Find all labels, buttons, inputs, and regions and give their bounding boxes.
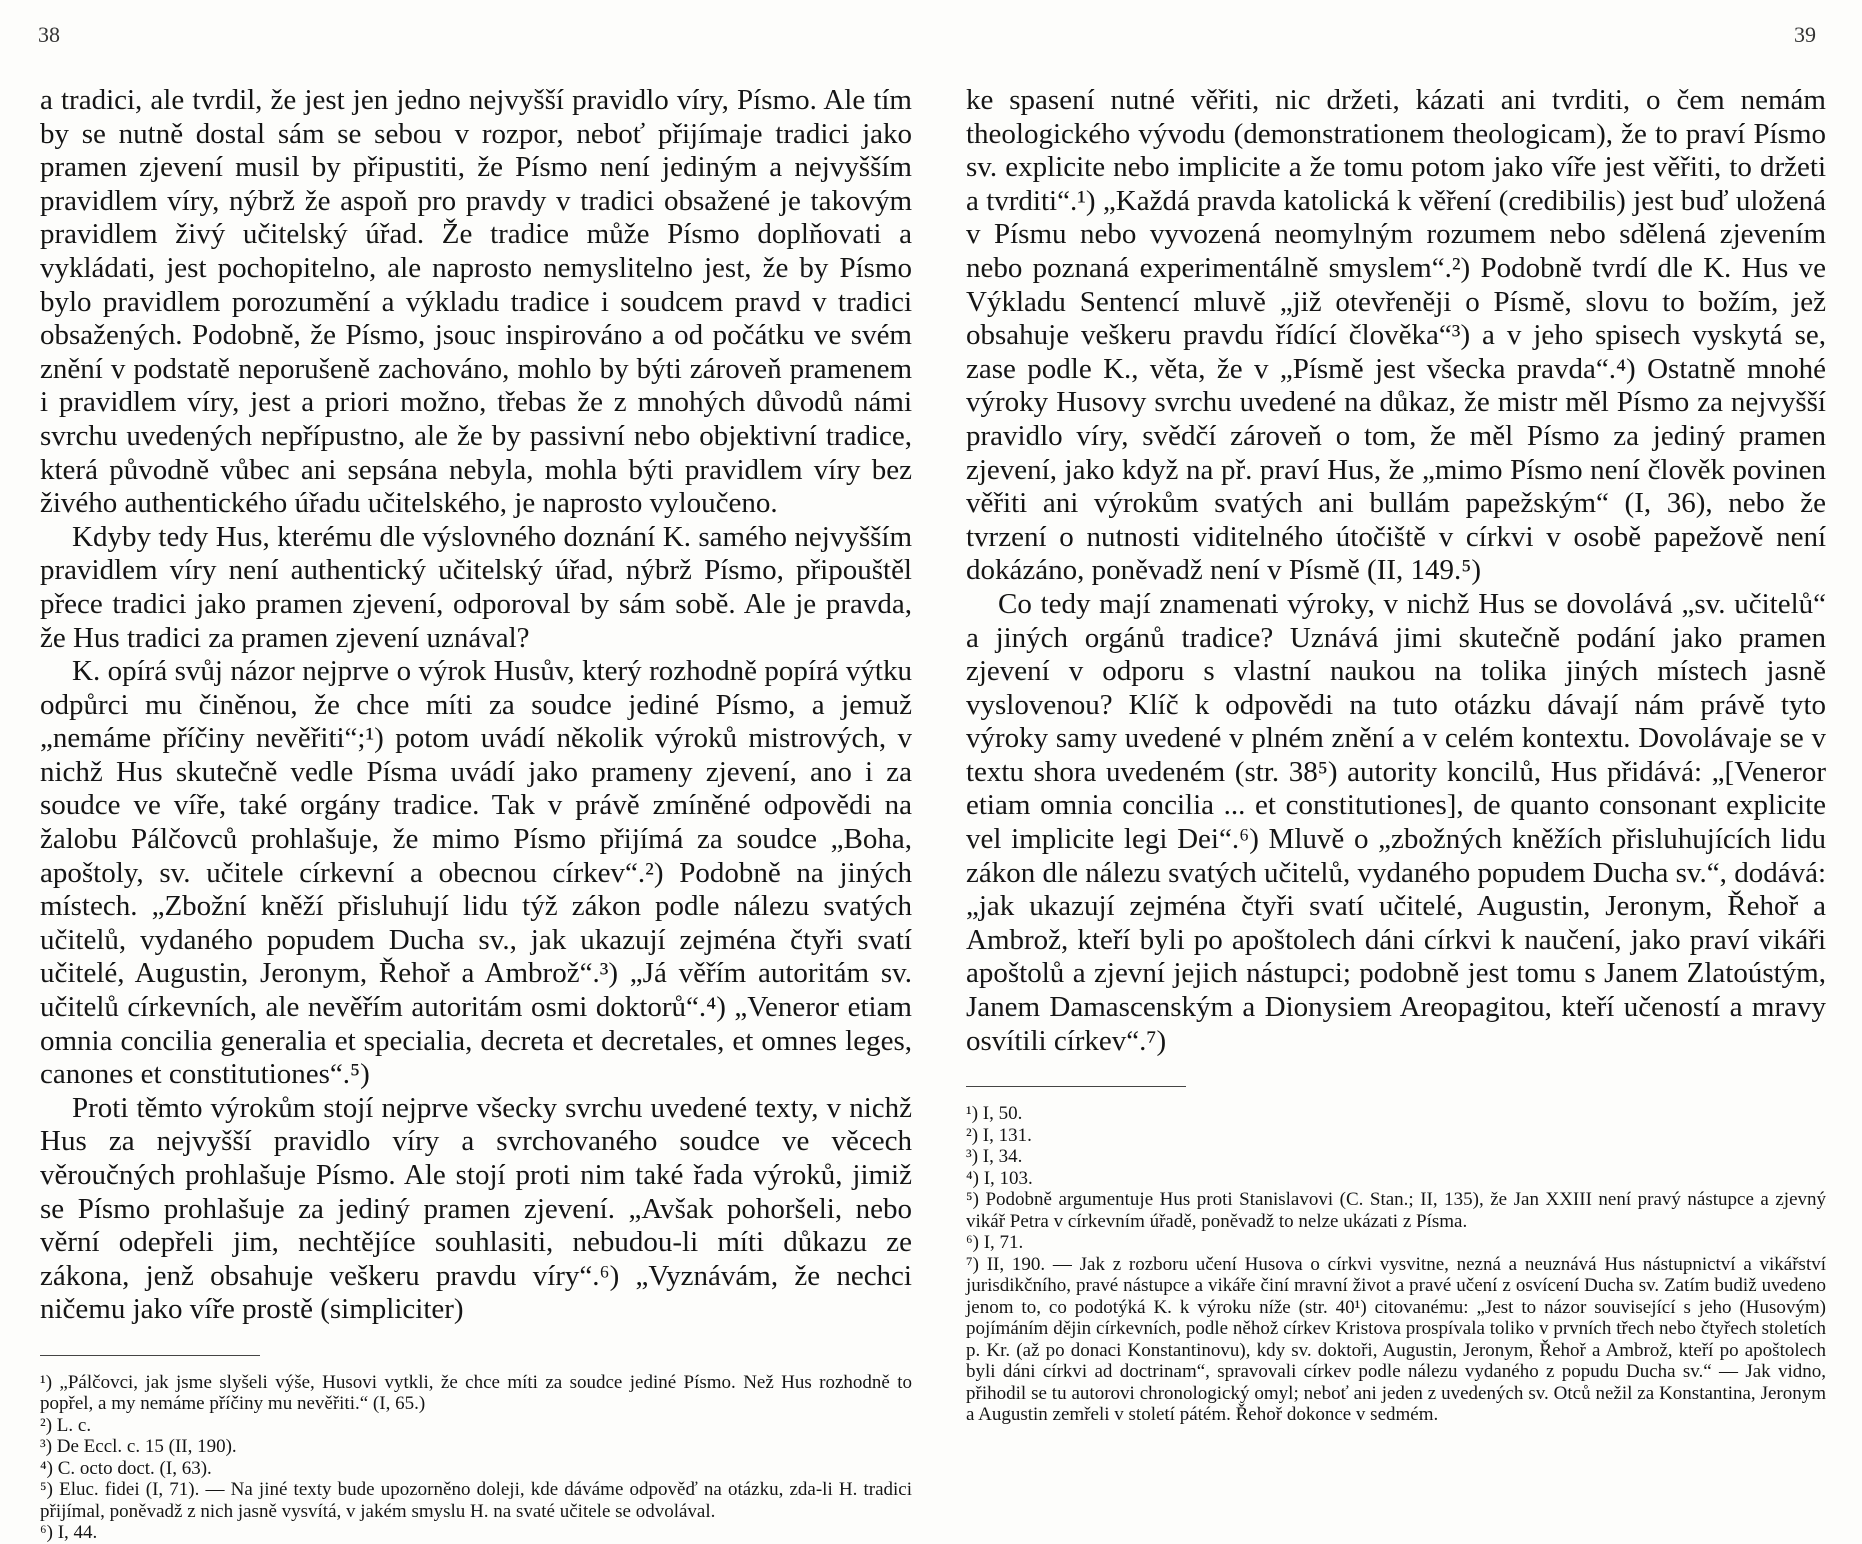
footnote-mark: ⁷) — [966, 1253, 979, 1275]
paragraph: K. opírá svůj názor nejprve o výrok Husův, který rozhodně popírá výtku odpůrci mu činěnou, že chce míti za soudce jediné Písmo, a jemuž „nemáme příčiny nevěřiti“;¹) potom uvádí několik výroků mistrových, v nichž Hus skutečně vedle Písma uvádí jako prameny zjevení, ano i za soudce ve víře, také orgány tradice. Tak v právě zmíněné odpovědi na žalobu Pálčovců prohlašuje, že mimo Písmo přijímá za soudce „Boha, apoštoly, sv. učitele církevní a obecnou církev“.²) Podobně na jiných místech. „Zbožní kněží přisluhují lidu týž zákon podle nálezu svatých učitelů, vydaného popudem Ducha sv., jak ukazují zejména čtyři svatí učitelé, Augustin, Jeronym, Řehoř a Ambrož“.³) „Já věřím autoritám sv. učitelů církevních, ale nevěřím autoritám osmi doktorů“.⁴) „Veneror etiam omnia concilia generalia et specialia, decreta et decretales, et omnes leges, canones et constitutiones“.⁵) — [40, 655, 912, 1091]
page-number: 39 — [1794, 22, 1816, 47]
footnote-divider — [40, 1355, 260, 1356]
footnote — [966, 1189, 1826, 1232]
footnote-mark: ⁶) — [966, 1232, 979, 1254]
footnotes — [40, 1372, 912, 1544]
page-number: 38 — [38, 22, 60, 47]
footnote — [40, 1415, 912, 1437]
footnote-text: II, 190. — Jak z rozboru učení Husova o církvi vysvitne, nezná a neuznává Hus nástupnictví a vikářství jurisdikčního, pravé nástupce a vikáře činí mravní život a pravé učení z osvícení Ducha sv. Zatím budiž uvedeno jenom to, co podotýká K. k výroku níže (str. 40¹) citovanému: „Jest to názor související s jeho (Husovým) pojímáním dějin církevních, podle něhož církev Kristova prospívala toliko v prvních třech nebo čtyřech stoletích p. Kr. (až po donaci Konstantinovu), kdy sv. doktoři, Augustin, Jeronym, Řehoř a Ambrož, kteří po apoštolech byli dáni církvi ad doctrinam“, spravovali církev podle nálezu vydaného z popudu Ducha sv.“ — Jak vidno, přihodil se tu autorovi chronologický omyl; neboť ani jeden z uvedených sv. Otců nežil za Konstantina, Jeronym a Augustin zemřeli v století pátém. Řehoř dokonce v sedmém. — [966, 1253, 1827, 1426]
body-text — [40, 84, 912, 1544]
paragraph: ke spasení nutné věřiti, nic držeti, kázati ani tvrditi, o čem nemám theologického vývodu (demonstrationem theologicam), že to praví Písmo sv. explicite nebo implicite a že tomu potom jako víře jest věřiti, to držeti a tvrditi“.¹) „Každá pravda katolická k věření (credibilis) jest buď uložená v Písmu nebo vyvozená neomylným rozumem nebo sdělená zjevením nebo poznaná experimentálně smyslem“.²) Podobně tvrdí dle K. Hus ve Výkladu Sentencí mluvě „již otevřeněji o Písmě, slovu to božím, jež obsahuje veškeru pravdu řídící člověka“³) a v jeho spisech vyskytá se, zase podle K., věta, že v „Písmě jest všecka pravda“.⁴) Ostatně mnohé výroky Husovy svrchu uvedené na důkaz, že mistr měl Písmo za nejvyšší pravidlo víry, svědčí zároveň o tom, že měl Písmo za jediný pramen zjevení, jako když na př. praví Hus, že „mimo Písmo není člověk povinen věřiti ani výrokům svatých ani bullám papežským“ (I, 36), nebo že tvrzení o nutnosti viditelného útočiště v církvi v osobě papežově není dokázáno, poněvadž není v Písmě (II, 149.⁵) — [966, 84, 1826, 587]
footnote-mark: ²) — [40, 1414, 53, 1436]
footnote — [966, 1146, 1826, 1168]
right-page — [930, 0, 1862, 1500]
paragraph: Kdyby tedy Hus, kterému dle výslovného doznání K. samého nejvyšším pravidlem víry není authentický učitelský úřad, nýbrž Písmo, připouštěl přece tradici jako pramen zjevení, odporoval by sám sobě. Ale je pravda, že Hus tradici za pramen zjevení uznával? — [40, 520, 912, 654]
footnote-mark: ¹) — [40, 1371, 53, 1393]
footnote-text: „Pálčovci, jak jsme slyšeli výše, Husovi vytkli, že chce míti za soudce jediné Písmo. Než Hus rozhodně to popřel, a my nemáme příčiny mu nevěřiti.“ (I, 65.) — [40, 1371, 913, 1415]
footnote-text: I, 71. — [983, 1232, 1024, 1254]
footnote — [40, 1436, 912, 1458]
footnote — [966, 1168, 1826, 1190]
footnote-text: I, 131. — [982, 1124, 1032, 1146]
footnote-text: I, 44. — [57, 1522, 98, 1544]
footnote-mark: ⁶) — [40, 1522, 53, 1544]
footnote-mark: ⁵) — [966, 1189, 979, 1211]
footnote-mark: ³) — [966, 1146, 979, 1168]
footnote-mark: ³) — [40, 1436, 53, 1458]
footnote — [966, 1254, 1826, 1426]
paragraph: Proti těmto výrokům stojí nejprve všecky svrchu uvedené texty, v nichž Hus za nejvyšší pravidlo víry a svrchovaného soudce ve věcech věroučných prohlašuje Písmo. Ale stojí proti nim také řada výroků, jimiž se Písmo prohlašuje za jediný pramen zjevení. „Avšak pohoršeli, nebo věrní odepřeli jim, nechtějíce souhlasiti, nebudou-li míti důkazu ze zákona, jenž obsahuje veškeru pravdu víry“.⁶) „Vyznávám, že nechci ničemu jako víře prostě (simpliciter) — [40, 1091, 912, 1326]
footnote-text: I, 50. — [982, 1103, 1023, 1125]
footnote-text: De Eccl. c. 15 (II, 190). — [56, 1436, 237, 1458]
footnote-text: C. octo doct. (I, 63). — [57, 1457, 212, 1479]
footnote — [40, 1372, 912, 1415]
footnote-mark: ⁴) — [966, 1167, 979, 1189]
footnote — [966, 1103, 1826, 1125]
footnote-mark: ⁴) — [40, 1457, 53, 1479]
footnote-text: L. c. — [56, 1414, 92, 1436]
footnote — [40, 1479, 912, 1522]
footnote — [40, 1458, 912, 1480]
paragraph: a tradici, ale tvrdil, že jest jen jedno nejvyšší pravidlo víry, Písmo. Ale tím by se nutně dostal sám se sebou v rozpor, neboť přijímaje tradici jako pramen zjevení musil by připustiti, že Písmo není jediným a nejvyšším pravidlem víry, nýbrž že aspoň pro pravdy v tradici obsažené je takovým pravidlem živý učitelský úřad. Že tradice může Písmo doplňovati a vykládati, jest pochopitelno, ale naprosto nemyslitelno jest, že by Písmo bylo pravidlem porozumění a výkladu tradice i soudcem pravd v tradici obsažených. Podobně, že Písmo, jsouc inspirováno a od počátku ve svém znění v podstatě neporušeně zachováno, mohlo by býti zároveň pramenem i pravidlem víry, jest a priori možno, třebas že z mnohých důvodů námi svrchu uvedených nepřípustno, ale že by passivní nebo objektivní tradice, která původně vůbec ani sepsána nebyla, mohla býti pravidlem víry bez živého authentického úřadu učitelského, je naprosto vyloučeno. — [40, 84, 912, 520]
footnote-text: I, 34. — [982, 1146, 1023, 1168]
footnote-text: Podobně argumentuje Hus proti Stanislavovi (C. Stan.; II, 135), že Jan XXIII není pravý nástupce a zjevný vikář Petra v církevním úřadě, poněvadž to nelze ukázati z Písma. — [966, 1189, 1827, 1232]
footnote-text: Eluc. fidei (I, 71). — Na jiné texty bude upozorněno doleji, kde dáváme odpověď na otázku, zda-li H. tradici přijímal, poněvadž z nich jasně vysvítá, v jakém smyslu H. na svaté učitele se odvolával. — [40, 1479, 912, 1522]
footnote-mark: ¹) — [966, 1103, 979, 1125]
footnote — [40, 1522, 912, 1544]
footnote-mark: ⁵) — [40, 1479, 53, 1501]
footnotes — [966, 1103, 1826, 1426]
paragraph: Co tedy mají znamenati výroky, v nichž Hus se dovolává „sv. učitelů“ a jiných orgánů tradice? Uznává jimi skutečně podání jako pramen zjevení v odporu s vlastní naukou na tolika jiných místech jasně vyslovenou? Klíč k odpovědi na tuto otázku dávají nám právě tyto výroky samy uvedené v plném znění a v celém kontextu. Dovolávaje se v textu shora uvedeném (str. 38⁵) autority koncilů, Hus přidává: „[Veneror etiam omnia concilia ... et constitutiones], de quanto consonant explicite vel implicite legi Dei“.⁶) Mluvě o „zbožných kněžích přisluhujících lidu zákon dle nálezu svatých učitelů, vydaného popudem Ducha sv.“, dodává: „jak ukazují zejména čtyři svatí učitelé, Augustin, Jeronym, Řehoř a Ambrož, kteří byli po apoštolech dáni církvi k naučení, jako praví vikáři apoštolů a zjevní jejich nástupci; podobně jest tomu s Janem Zlatoústým, Janem Damascenským a Dionysiem Areopagitou, kteří učeností a mravy osvítili církev“.⁷) — [966, 587, 1826, 1057]
footnote-mark: ²) — [966, 1124, 979, 1146]
footnote — [966, 1125, 1826, 1147]
footnote — [966, 1232, 1826, 1254]
footnote-text: I, 103. — [983, 1167, 1033, 1189]
footnote-divider — [966, 1086, 1186, 1087]
body-text — [966, 84, 1826, 1426]
left-page — [0, 0, 930, 1544]
